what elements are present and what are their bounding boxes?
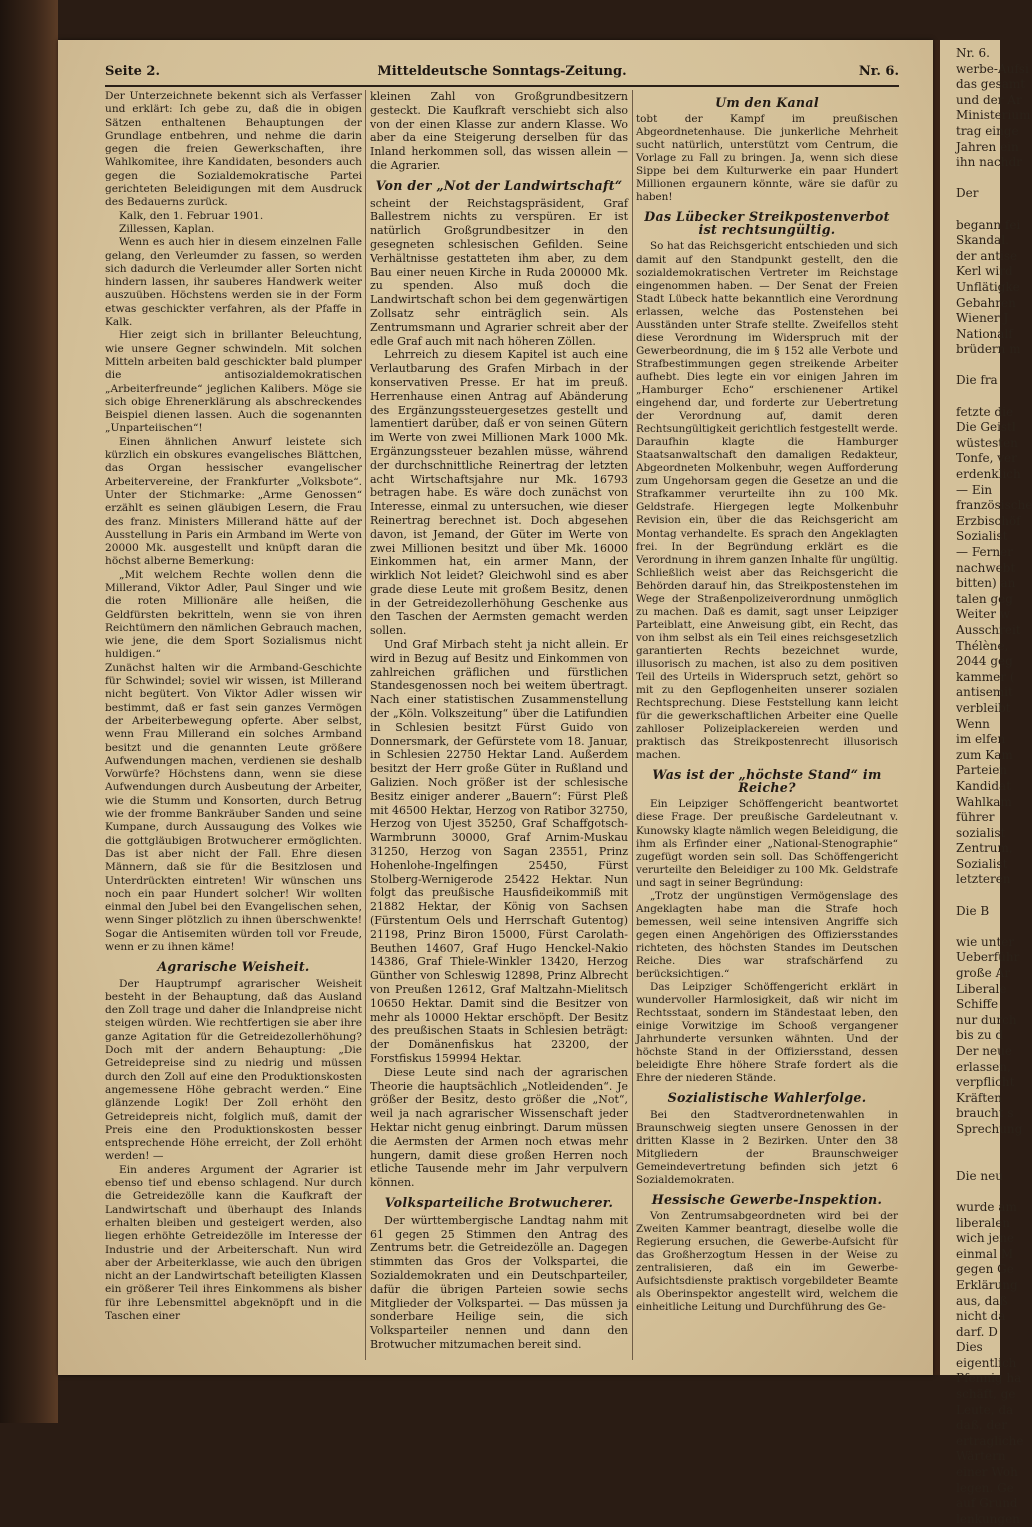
article-headline: Agrarische Weisheit.: [157, 959, 310, 975]
article-paragraph: Ein Leipziger Schöffengericht beantwortet diese Frage. Der preußische Gardeleutnant v. Kunowsky klagte nämlich wegen Beleidigung, die ihm als Erfinder einer „National-Stenographie“ zugefügt worden sein soll. Das Schöffengericht verurteilte den Beleidiger zu 100 Mk. Geldstrafe und sagt in seiner Begründung:: [636, 798, 898, 889]
article-headline: Das Lübecker Streikpostenverbot ist rechtsungültig.: [644, 209, 890, 238]
next-page-line: französische: [956, 498, 1032, 513]
article-paragraph: Zunächst halten wir die Armband-Geschichte für Schwindel; soviel wir wissen, ist Millerand nicht begütert. Von Viktor Adler wissen wir bestimmt, daß er fast sein ganzes Vermögen der Arbeiterbewegung opferte. Aber selbst, wenn Frau Millerand ein solches Armband besitzt und die genannten Leute größere Aufwendungen machen, verdienen sie deshalb Vorwürfe? Höchstens dann, wenn sie diese Aufwendungen durch Ausbeutung der Arbeiter, wie die Stumm und Konsorten, durch Betrug wie der fromme Bankräuber Sanden und seine Kumpane, durch Aussaugung des Volkes wie die gottgläubigen Brotwucherer ermöglichten. Das ist aber nicht der Fall. Ehre diesen Männern, daß sie für die Besitzlosen und Unterdrückten eintreten! Wir wünschen uns noch ein paar Hundert solcher! Wir wollten einmal den Jubel bei den Evangelischen sehen, wenn Singer plötzlich zu ihnen überschwenkte! Sogar die Antisemiten würden toll vor Freude, wenn er zu ihnen käme!: [105, 661, 362, 953]
article-column-1: [105, 90, 362, 1365]
article-paragraph: „Mit welchem Rechte wollen denn die Millerand, Viktor Adler, Paul Singer und wie die roten Millionäre alle heißen, die Geldfürsten bekritteln, wenn sie von ihren Reichtümern den nämlichen Gebrauch machen, wie jene, die dem Sport Sozialismus nicht huldigen.“: [105, 568, 362, 661]
next-page-line: das gesamt: [956, 77, 1026, 92]
next-page-line: und der Ar: [956, 92, 1022, 107]
article-paragraph: Der Unterzeichnete bekennt sich als Verfasser und erklärt: Ich gebe zu, daß die in obigen Sätzen enthaltenen Behauptungen der Grundlage entbehren, und nehme die darin gegen die freien Gewerkschaften, ihre Wahlkomitee, ihre Kandidaten, besonders auch gegen die Sozialdemokratische Partei gerichteten Beleidigungen mit dem Ausdruck des Bedauerns zurück.: [105, 90, 362, 209]
column-divider: [632, 90, 633, 1360]
next-page-line: gegen Ge: [956, 1262, 1014, 1277]
next-page-line: wie unter: [956, 934, 1015, 949]
article-paragraph: tobt der Kampf im preußischen Abgeordnetenhause. Die junkerliche Mehrheit sucht natürlich, unterstützt vom Centrum, die Vorlage zu Fall zu bringen. Ja, wenn sich diese Sippe bei dem Kulturwerke ein paar Hundert Millionen ergaunern könnte, wäre sie dafür zu haben!: [636, 113, 898, 204]
article-paragraph: Bei den Stadtverordnetenwahlen in Braunschweig siegten unsere Genossen in der dritten Klasse in 2 Bezirken. Unter den 38 Mitgliedern der Braunschweiger Gemeindevertretung befinden sich jetzt 6 Sozialdemokraten.: [636, 1108, 898, 1186]
next-page-line: Die Geistl: [956, 420, 1016, 435]
next-page-line: sozialist: [956, 825, 1006, 840]
page-gutter: [933, 40, 940, 1375]
article-headline: Um den Kanal: [715, 95, 819, 110]
next-page-line: Dies: [956, 1340, 983, 1355]
next-page-line: verbleibt: [956, 700, 1011, 715]
article-paragraph: Kalk, den 1. Februar 1901.: [119, 209, 264, 222]
next-page-line: Schiffe: [956, 997, 999, 1012]
article-paragraph: Einen ähnlichen Anwurf leistete sich kürzlich ein obskures evangelisches Blättchen, das Organ hessischer evangelischer Arbeitervereine, der Frankfurter „Volksbote“. Unter der Stichmarke: „Arme Genossen“ erzählt es seinen gläubigen Lesern, die Frau des franz. Ministers Millerand hätte auf der Ausstellung in Paris ein Armband im Werte von 20000 Mk. ausgestellt und knüpft daran die höchst alberne Bemerkung:: [105, 435, 362, 568]
next-page-line: Sozialist: [956, 529, 1008, 544]
next-page-line: daß, der: [956, 1418, 1007, 1433]
article-paragraph: Hier zeigt sich in brillanter Beleuchtung, wie unsere Gegner schwindeln. Mit solchen Mitteln arbeiten bald geschickter bald plumper die antisozialdemokratischen „Arbeiterfreunde“ jeglichen Kalibers. Möge sie sich obige Ehrenerklärung als abschreckendes Beispiel dienen lassen. Auch die sogenannten „Unparteiischen“!: [105, 329, 362, 435]
next-page-line: Gebahren: [956, 295, 1016, 310]
next-page-line: Wahlkam: [956, 794, 1012, 809]
page-number: Seite 2.: [105, 64, 160, 79]
next-page-line: Weiter w: [956, 607, 1011, 622]
next-page-line: Tonfe, ver: [956, 451, 1017, 466]
article-paragraph: Ein anderes Argument der Agrarier ist ebenso tief und ebenso schlagend. Nur durch die Getreidezölle kann die Kaufkraft der Landwirtschaft und überhaupt des Inlands erhalten bleiben und gesteigert werden, also liegen erhöhte Getreidezölle im Interesse der Industrie und der Arbeiterschaft. Nun wird aber der Arbeiterklasse, wie auch den übrigen nicht an der Landwirtschaft beteiligten Klassen ein größerer Teil ihres Einkommens als bisher für ihre Lebensmittel abgeknöpft und in die Taschen einer: [105, 1163, 362, 1323]
next-page-line: Die fra: [956, 373, 998, 388]
next-page-line: Sprechung: [956, 1121, 1023, 1136]
next-page-line: der antise: [956, 248, 1018, 263]
next-page-line: Parteien: [956, 763, 1008, 778]
next-page-line: führer: [956, 810, 995, 825]
next-page-line: [956, 888, 1000, 904]
article-paragraph: kleinen Zahl von Großgrundbesitzern gesteckt. Die Kaufkraft verschiebt sich also von der einen Klasse zur andern Klasse. Wo aber da eine Steigerung derselben für das Inland herkommen soll, das wissen allein — die Agrarier.: [370, 90, 628, 172]
next-page-line: talen geg: [956, 591, 1013, 606]
next-page-line: nicht da: [956, 1309, 1006, 1324]
next-page-line: werbe-Aufsi: [956, 61, 1029, 76]
next-page-line: — Ein: [956, 482, 993, 497]
next-page-line: — Ferner: [956, 545, 1013, 559]
next-page-line: legen. Ge: [956, 1480, 1014, 1495]
next-page-line: ertragliche: [956, 1433, 1024, 1448]
next-page-line: begann fei: [956, 217, 1021, 232]
article-column-2: [370, 90, 628, 1365]
issue-number: Nr. 6.: [858, 64, 899, 79]
article-paragraph: Und Graf Mirbach steht ja nicht allein. Er wird in Bezug auf Besitz und Einkommen von zahlreichen gräflichen und fürstlichen Standesgenossen noch bei weitem übertragt. Nach einer statistischen Zusammenstellung der „Köln. Volkszeitung“ über die Latifundien in Schlesien besitzt Fürst Guido von Donnersmark, der Gefürstete vom 18. Januar, in Schlesien 22750 Hektar Land. Außerdem besitzt der Herr große Güter in Rußland und Galizien. Noch größer ist der schlesische Besitz einiger anderer „Bauern“: Fürst Pleß mit 46500 Hektar, Herzog von Ratibor 32750, Herzog von Ujest 35250, Graf Schaffgotsch-Warmbrunn 30000, Graf Arnim-Muskau 31250, Herzog von Sagan 23551, Prinz Hohenlohe-Ingelfingen 25450, Fürst Stolberg-Wernigerode 25422 Hektar. Nun folgt das preußische Hausfideikommiß mit 21882 Hektar, der König von Sachsen (Fürstentum Oels und Herrschaft Gutentog) 21198, Prinz Biron 15000, Fürst Carolath-Beuthen 14607, Graf Hugo Henckel-Nakio 14386, Graf Thiele-Winkler 13420, Herzog Günther von Schleswig 12898, Prinz Albrecht von Preußen 12612, Graf Maltzahn-Mielitsch 10650 Hektar. Damit sind die Besitzer von mehr als 10000 Hektar erschöpft. Der Besitz des preußischen Staats in Schlesien beträgt: der Domänenfiskus hat 23200, der Forstfiskus 159994 Hektar.: [370, 638, 628, 1065]
next-page-line: Kandidat: [956, 778, 1012, 793]
article-column-3: [636, 90, 898, 1365]
next-page-line: Die B: [956, 903, 990, 918]
next-page-line: Kräften: [956, 1090, 1002, 1105]
article-headline: Von der „Not der Landwirtschaft“: [375, 177, 623, 193]
next-page-line: Der neue: [956, 1044, 1012, 1058]
article-paragraph: Diese Leute sind nach der agrarischen Theorie die hauptsächlich „Notleidenden“. Je größer der Besitz, desto größer die „Not“, weil ja nach agrarischer Wissenschaft jeder Hektar nicht genug einbringt. Darum müssen die Aermsten der Armen noch etwas mehr hungern, damit diese großen Herren noch etliche Tausende mehr im Jahr verpulvern können.: [370, 1065, 628, 1190]
header-rule: [105, 85, 899, 87]
next-page-line: schäft, ge: [956, 1387, 1016, 1402]
next-page-line: liberalen: [956, 1215, 1011, 1230]
next-page-line: aus, daß: [956, 1293, 1008, 1308]
next-page-line: erlassen,: [956, 1059, 1011, 1074]
next-page-line: Zentrum,: [956, 841, 1013, 856]
next-page-edge: [940, 40, 1032, 1526]
next-page-line: Wiener J: [956, 311, 1009, 326]
article-paragraph: Zillessen, Kaplan.: [119, 222, 215, 235]
next-page-line: [956, 389, 1000, 405]
next-page-line: auf Grund: [956, 1496, 1018, 1511]
article-paragraph: Der Hauptrumpf agrarischer Weisheit besteht in der Behauptung, daß das Ausland den Zoll trage und daher die Inlandpreise nicht steigen würden. Wie rechtfertigen sie aber ihre ganze Agitation für die Getreidezollerhöhung? Doch mit der andern Behauptung: „Die Getreidepreise sind zu niedrig und müssen durch den Zoll auf eine den Produktionskosten angemessene Höhe gebracht werden.“ Eine glänzende Logik! Der Zoll erhöht den Getreidepreis nicht, folglich muß, damit der Preis eine den Produktionskosten besser entsprechende Höhe erreicht, der Zoll erhöht werden! —: [105, 977, 362, 1163]
next-page-line: kammer (: [956, 669, 1015, 684]
next-page-text: [940, 40, 1032, 1527]
next-page-line: Liberale: [956, 981, 1007, 996]
column-divider: [365, 90, 366, 1360]
next-page-line: antisemit: [956, 685, 1013, 700]
next-page-line: Nr. 6.: [956, 46, 990, 60]
next-page-line: einer Woh: [956, 1465, 1018, 1480]
next-page-line: eigentlich: [956, 1355, 1017, 1370]
next-page-line: große Ar: [956, 966, 1010, 981]
next-page-line: Wärtern: [956, 1449, 1006, 1464]
article-paragraph: Von Zentrumsabgeordneten wird bei der Zweiten Kammer beantragt, dieselbe wolle die Regierung ersuchen, die Gewerbe-Aufsicht für das Großherzogtum Hessen in der Weise zu zentralisieren, daß ein im Gewerbe-Aufsichtsdienste praktisch vorgebildeter Beamte als Oberinspektor angestellt wird, welchem die einheitliche Leitung und Durchführung des Ge-: [636, 1209, 898, 1314]
next-page-line: Erklärung: [956, 1277, 1018, 1292]
next-page-line: 2044 geg: [956, 654, 1013, 669]
article-paragraph: Wenn es auch hier in diesem einzelnen Falle gelang, den Verleumder zu fassen, so werden sich dadurch die Verleumder aller Sorten nicht hindern lassen, ihr sauberes Handwerk weiter auszuüben. Höchstens werden sie in der Form etwas geschickter verfahren, als der Pfaffe in Kalk.: [105, 236, 362, 329]
next-page-line: Nationalf: [956, 326, 1013, 341]
next-page-line: Pfennig ha: [956, 1371, 1022, 1386]
next-page-line: Ministerium: [956, 108, 1031, 123]
newspaper-title: Mitteldeutsche Sonntags-Zeitung.: [377, 64, 627, 79]
article-headline: Was ist der „höchste Stand“ im Reiche?: [652, 767, 882, 796]
article-paragraph: Lehrreich zu diesem Kapitel ist auch eine Verlautbarung des Grafen Mirbach in der konservativen Presse. Er hat im preuß. Herrenhause einen Antrag auf Abänderung des Ergänzungssteuergesetzes gestellt und lamentiert darüber, daß er von seinen Gütern im Werte von zwei Millionen Mark 1000 Mk. Ergänzungssteuer bezahlen müsse, während der durchschnittliche Reinertrag der letzten acht Wirtschaftsjahre nur Mk. 16793 betragen habe. Es wäre doch zunächst von Interesse, einmal zu untersuchen, wie dieser Reinertrag berechnet ist. Doch abgesehen davon, ist Jemand, der Güter im Werte von zwei Millionen besitzt und über Mk. 16000 Einkommen hat, ein armer Mann, der wirklich Not leidet? Gleichwohl sind es aber grade diese Leute mit großem Besitz, denen in der Getreidezollerhöhung Geschenke aus den Taschen der Aermsten gemacht werden sollen.: [370, 348, 628, 638]
next-page-line: [956, 1184, 1000, 1200]
next-page-line: verpflicht: [956, 1075, 1015, 1090]
next-page-line: wich jene: [956, 1231, 1015, 1246]
next-page-line: erdenklich: [956, 467, 1021, 482]
next-page-line: braucht s: [956, 1106, 1014, 1121]
next-page-line: im elfen: [956, 732, 1006, 747]
next-page-line: lenkungen: [956, 1511, 1020, 1526]
next-page-line: [956, 919, 1000, 935]
next-page-line: brüdern m: [956, 342, 1021, 357]
next-page-line: Jahren ein: [956, 139, 1019, 154]
next-page-line: Kerl wird: [956, 264, 1013, 279]
next-page-line: Erzbischöf: [956, 513, 1021, 528]
next-page-line: Ueberführ: [956, 950, 1020, 965]
next-page-line: Der: [956, 186, 979, 201]
next-page-line: darf. D: [956, 1324, 998, 1339]
article-paragraph: Der württembergische Landtag nahm mit 61 gegen 25 Stimmen den Antrag des Zentrums betr. die Getreidezölle an. Dagegen stimmten das Gros der Volkspartei, die Sozialdemokraten und ein Deutschparteiler, dafür die übrigen Parteien sowie sechs Mitglieder der Volkspartei. — Das müssen ja sonderbare Heilige sein, die sich Volksparteiler nennen und dann den Brotwucher mitzumachen bereit sind.: [370, 1213, 628, 1351]
next-page-line: Thélène,: [956, 638, 1009, 653]
next-page-line: trag einge: [956, 123, 1019, 138]
next-page-line: Skandal.: [956, 233, 1009, 248]
next-page-line: wüstesten: [956, 435, 1018, 450]
next-page-line: bitten) an: [956, 576, 1016, 591]
next-page-line: letzteren: [956, 872, 1011, 887]
next-page-line: Leute, da: [956, 1402, 1014, 1417]
next-page-line: bis zu d: [956, 1028, 1004, 1043]
article-headline: Hessische Gewerbe-Inspektion.: [651, 1191, 883, 1207]
article-paragraph: scheint der Reichstagspräsident, Graf Ballestrem nichts zu verspüren. Er ist natürlich Großgrundbesitzer in den gesegneten schlesischen Gefilden. Seine Verhältnisse gestatteten ihm aber, zu dem Bau einer neuen Kirche in Ruda 200000 Mk. zu spenden. Also muß doch die Landwirtschaft schon bei dem gegenwärtigen Zollsatz sehr einträglich sein. Als Zentrumsmann und Agrarier schreit aber der edle Graf auch mit nach höheren Zöllen.: [370, 196, 628, 348]
next-page-line: [956, 1153, 1000, 1169]
article-headline: Sozialistische Wahlerfolge.: [667, 1090, 867, 1106]
article-paragraph: Das Leipziger Schöffengericht erklärt in wundervoller Harmlosigkeit, daß wir nicht im Rechtsstaat, sondern im Ständestaat leben, den einige Vorwitzige im Schooß vergangener Jahrhunderte versunken wähnten. Und der höchste Stand in der Offiziersstand, dessen beleidigte Ehre höhere Strafe fordert als die Ehre der niederen Stände.: [636, 981, 898, 1085]
article-paragraph: „Trotz der ungünstigen Vermögenslage des Angeklagten habe man die Strafe hoch bemessen, weil seine intensiven Angriffe sich gegen einen Angehörigen des Offiziersstandes richteten, des höchsten Standes im Deutschen Reiche. Dies war strafschärfend zu berücksichtigen.“: [636, 889, 898, 981]
next-page-line: ihn nachdr: [956, 155, 1022, 170]
next-page-line: nur durch: [956, 1012, 1017, 1027]
next-page-line: wurde am: [956, 1199, 1017, 1214]
next-page-line: Ausschreit: [956, 622, 1021, 637]
book-binding: [0, 0, 58, 1423]
next-page-line: Die neu: [956, 1168, 1003, 1183]
next-page-line: [956, 358, 1000, 374]
next-page-line: [956, 171, 1000, 187]
next-page-line: zum Kam: [956, 747, 1013, 762]
article-paragraph: So hat das Reichsgericht entschieden und sich damit auf den Standpunkt gestellt, den die sozialdemokratischen Vertreter im Reichstage eingenommen haben. — Der Senat der Freien Stadt Lübeck hatte bekanntlich eine Verordnung erlassen, welche das Postenstehen bei Ausständen unter Strafe stellte. Zweifellos steht diese Verordnung im Widerspruch mit der Gewerbeordnung, die im § 152 alle Verbote und Strafbestimmungen gegen streikende Arbeiter aufhebt. Dies legte ein vor einigen Jahren im „Hamburger Echo“ erschienener Artikel eingehend dar, und forderte zur Uebertretung der Verordnung auf, damit deren Rechtsungültigkeit gerichtlich festgestellt werde. Daraufhin klagte die Hamburger Staatsanwaltschaft den damaligen Redakteur, Abgeordneten Molkenbuhr, wegen Aufforderung zum Ungehorsam gegen die Gesetze an und die Strafkammer verurteilte ihn zu 100 Mk. Geldstrafe. Hiergegen legte Molkenbuhr Revision ein, über die das Reichsgericht am Montag verhandelte. Es sprach den Angeklagten frei. In der Begründung erklärt es die Verordnung in ihrem ganzen Inhalte für ungültig. Schließlich weist aber das Reichsgericht die Behörden darauf hin, das Streikpostenstehen im Wege der Straßenpolizeiverordnung unmöglich zu machen. Daß es damit, sagt unser Leipziger Parteiblatt, eine Anweisung gibt, ein Recht, das von ihm selbst als ein Teil eines reichsgesetzlich garantierten Rechts bezeichnet wurde, illusorisch zu machen, ist also zu dem positiven Teil des Urteils in Widerspruch setzt, gehört so mit zu den Gepflogenheiten unserer sozialen Rechtsprechung. Diese Feststellung kann leicht für die gewerkschaftlichen Arbeiter eine Quelle zahlloser Polizeiplackereien werden und praktisch das Streikpostenrecht illusorisch machen.: [636, 240, 898, 762]
newspaper-page: [58, 40, 933, 1375]
next-page-line: Sozialist: [956, 856, 1008, 871]
next-page-line: Wenn: [956, 716, 990, 731]
next-page-line: einmal M: [956, 1246, 1014, 1261]
next-page-line: Unflätigke: [956, 279, 1020, 294]
next-page-line: [956, 1138, 1000, 1154]
article-headline: Volksparteiliche Brotwucherer.: [384, 1194, 614, 1210]
next-page-line: fetzte die: [956, 404, 1014, 419]
next-page-line: [956, 202, 1000, 218]
next-page-line: nachwebt: [956, 560, 1016, 575]
